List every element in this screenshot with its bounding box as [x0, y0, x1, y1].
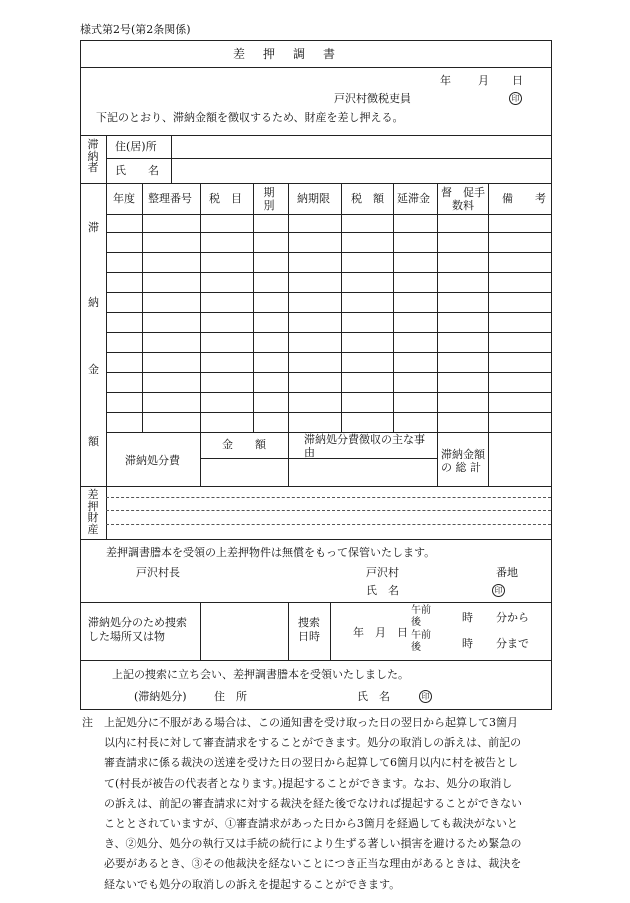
witness-statement: 上記の捜索に立ち会い、差押調書謄本を受領いたしました。 [112, 668, 409, 681]
witness-seal: 印 [419, 690, 432, 703]
date-year: 年 [440, 74, 451, 87]
col-header-ref-number: 整理番号 [148, 192, 192, 205]
form-label: 様式第2号(第2条関係) [80, 23, 191, 36]
col-header-remarks: 備 考 [502, 192, 546, 205]
note-line: 以内に村長に対して審査請求をすることができます。処分の取消しの訴えは、前記の [104, 736, 522, 750]
note-line: 注 上記処分に不服がある場合は、この通知書を受け取った日の翌日から起算して3箇月 [82, 716, 518, 729]
name-field[interactable] [172, 159, 551, 183]
official-title: 戸沢村徴税吏員 [334, 92, 411, 105]
address-label: 住(居)所 [115, 140, 157, 153]
fee-reason-label: 滞納処分費徴収の主な事由 [304, 433, 425, 459]
witness-name-label: 氏 名 [357, 690, 390, 703]
to-minute: 分まで [496, 637, 529, 650]
col-header-tax-item: 税 目 [209, 192, 242, 205]
fee-label: 滞納処分費 [125, 454, 180, 467]
witness-role: (滞納処分) [134, 690, 187, 703]
date-day: 日 [512, 74, 523, 87]
banchi-label: 番地 [496, 566, 518, 579]
col-header-year: 年度 [113, 192, 135, 205]
note-line: 必要があるとき、③その他裁決を経ないことにつき正当な理由があるときは、裁決を [104, 857, 522, 871]
amount-section-char: 納 [88, 296, 99, 309]
fee-amount-label: 金 額 [222, 438, 266, 451]
name-label: 氏 名 [115, 164, 159, 177]
seized-section-label: 差押財産 [87, 488, 99, 536]
note-line: き、②処分、処分の執行又は手続の続行により生ずる著しい損害を避けるため緊急の [104, 837, 522, 851]
total-label: 滞納金額の 総 計 [441, 448, 485, 475]
custody-seal: 印 [492, 584, 505, 597]
witness-address-label: 住 所 [214, 690, 247, 703]
from-minute: 分から [496, 611, 529, 624]
col-header-tax-amount: 税 額 [351, 192, 384, 205]
address-field[interactable] [172, 136, 551, 158]
date-month: 月 [478, 74, 489, 87]
note-line: 経ないでも処分の取消しの訴えを提起することができます。 [104, 877, 401, 891]
custody-statement: 差押調書謄本を受領の上差押物件は無償をもって保管いたします。 [106, 546, 436, 559]
search-datetime-label: 捜索日時 [298, 616, 320, 644]
note-line: 審査請求に係る裁決の送達を受けた日の翌日から起算して6箇月以内に村を被告とし [104, 756, 518, 770]
appeal-note [82, 713, 552, 895]
col-header-late-fee: 延滞金 [397, 192, 430, 205]
search-date: 年 月 日 [353, 626, 408, 639]
official-seal: 印 [509, 92, 522, 105]
header-statement: 下記のとおり、滞納金額を徴収するため、財産を差し押える。 [96, 111, 404, 124]
village-label: 戸沢村 [366, 566, 399, 579]
note-line: て(村長が被告の代表者となります。)提起することができます。なお、処分の取消し [104, 776, 513, 790]
note-line: の訴えは、前記の審査請求に対する裁決を経た後でなければ提起することができない [104, 796, 522, 810]
delinquent-section-label: 滞納者 [87, 138, 99, 175]
document-title: 差 押 調 書 [233, 47, 339, 61]
col-header-reminder-fee: 督 促手数料 [441, 186, 485, 212]
note-line: こととされていますが、①審査請求があった日から3箇月を経過しても裁決がないと [104, 817, 518, 831]
from-hour: 時 [462, 611, 473, 624]
amount-section-char: 金 [88, 363, 99, 376]
amount-section-char: 額 [88, 435, 99, 448]
custody-name-label: 氏 名 [366, 584, 399, 597]
col-header-period: 期別 [263, 186, 275, 212]
am-pm-from: 午前後 [411, 605, 431, 628]
am-pm-to: 午前後 [411, 630, 431, 653]
amount-section-char: 滞 [88, 221, 99, 234]
col-header-due-date: 納期限 [297, 192, 330, 205]
mayor-label: 戸沢村長 [136, 566, 180, 579]
to-hour: 時 [462, 637, 473, 650]
search-place-label: 滞納処分のため捜索した場所又は物 [88, 616, 187, 644]
